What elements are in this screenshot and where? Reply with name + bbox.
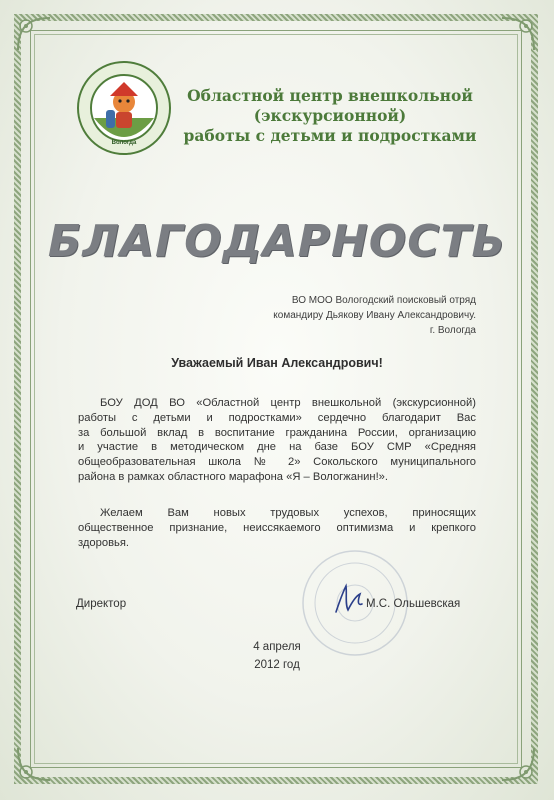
addressee-block [200,293,476,338]
organization-name-line: работы с детьми и подростками [183,126,477,145]
corner-ornament-icon [14,14,54,54]
date-line: 4 апреля [253,641,301,653]
paragraph-line: здоровья. [78,536,130,549]
addressee-line: г. Вологда [429,325,476,336]
greeting: Уважаемый Иван Александрович! [171,356,383,370]
paragraph-line: общеобразовательная школа № 2» Сокольского муниципального [78,456,476,469]
corner-ornament-icon [498,744,538,784]
paragraph-line: и участие в методическом дне на базе БОУ СМР «Средняя [78,441,476,454]
paragraph-line: БОУ ДОД ВО «Областной центр внешкольной (экскурсионной) [100,397,476,409]
organization-name-line: (экскурсионной) [253,106,407,125]
corner-ornament-icon [14,744,54,784]
gratitude-paragraph [78,396,476,485]
paragraph-line: работы с детьми и подростками» сердечно благодарит Вас [78,411,476,424]
paragraph-line: района в рамках областного марафона «Я – Вологжанин!». [78,470,389,483]
document-date [180,638,374,674]
logo-city: Вологда [111,140,137,146]
organization-name [180,86,480,146]
director-label: Директор [76,598,127,610]
paragraph-line: общественное признание, неиссякаемого оптимизма и крепкого [78,521,476,534]
addressee-line: командиру Дьякову Ивану Александровичу. [273,310,476,321]
document-title: БЛАГОДАРНОСТЬ [47,216,507,267]
director-name: М.С. Ольшевская [366,598,461,610]
corner-ornament-icon [498,14,538,54]
signature-icon [330,582,370,618]
organization-name-line: Областной центр внешкольной [187,86,473,105]
addressee-line: ВО МОО Вологодский поисковый отряд [291,295,476,306]
paragraph-line: Желаем Вам новых трудовых успехов, приносящих [100,507,476,519]
paragraph-line: за большой вклад в воспитание гражданина России, организацию [78,426,476,439]
wishes-paragraph [78,506,476,550]
date-line: 2012 год [254,659,300,671]
